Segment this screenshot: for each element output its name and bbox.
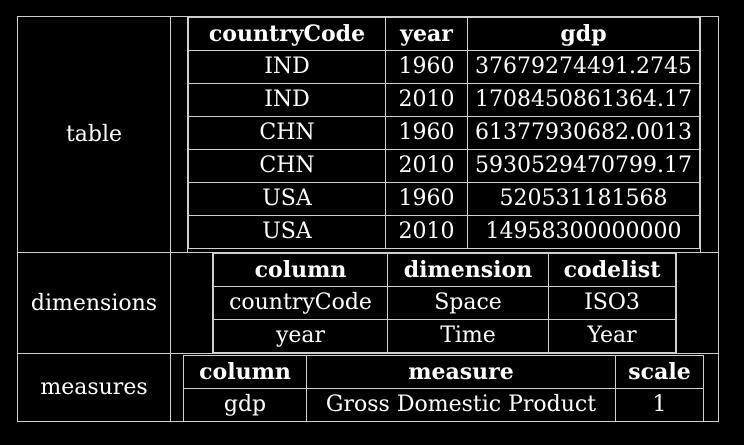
table-cell: 2010 [386, 216, 468, 249]
cell-divider [700, 17, 701, 252]
label-divider [170, 253, 171, 353]
table-cell: USA [189, 216, 386, 249]
table-row [189, 216, 700, 249]
table-cell: CHN [189, 150, 386, 183]
table-cell: 1960 [386, 183, 468, 216]
table-cell: 37679274491.2745 [468, 51, 700, 84]
table-cell: Year [549, 320, 676, 353]
table-row [189, 84, 700, 117]
table-cell: Space [388, 287, 549, 320]
header-cell: year [386, 18, 468, 51]
measures-table [183, 355, 704, 422]
table-header-row [189, 18, 700, 51]
table-cell: 520531181568 [468, 183, 700, 216]
table-cell: countryCode [214, 287, 388, 320]
header-cell: column [214, 254, 388, 287]
table-cell: 1960 [386, 117, 468, 150]
table-row [189, 183, 700, 216]
table-header-row [184, 356, 704, 389]
metadata-outer-table [17, 16, 719, 422]
label-divider [170, 354, 171, 421]
section-label-table: table [65, 122, 123, 147]
header-cell: codelist [549, 254, 676, 287]
table-row [189, 150, 700, 183]
table-cell: 2010 [386, 150, 468, 183]
table-row [189, 51, 700, 84]
table-row [214, 287, 676, 320]
cell-divider [676, 253, 677, 353]
header-cell: scale [616, 356, 704, 389]
table-cell: Time [388, 320, 549, 353]
data-table [188, 17, 700, 249]
table-cell: IND [189, 84, 386, 117]
table-row [184, 389, 704, 422]
table-cell: USA [189, 183, 386, 216]
table-cell: Gross Domestic Product [307, 389, 616, 422]
header-cell: measure [307, 356, 616, 389]
header-cell: dimension [388, 254, 549, 287]
header-cell: column [184, 356, 307, 389]
table-cell: 1 [616, 389, 704, 422]
table-cell: year [214, 320, 388, 353]
table-header-row [214, 254, 676, 287]
table-cell: 14958300000000 [468, 216, 700, 249]
section-label-measures: measures [40, 375, 148, 400]
header-cell: gdp [468, 18, 700, 51]
header-cell: countryCode [189, 18, 386, 51]
table-cell: IND [189, 51, 386, 84]
table-cell: 5930529470799.17 [468, 150, 700, 183]
table-cell: gdp [184, 389, 307, 422]
table-cell: CHN [189, 117, 386, 150]
table-row [214, 320, 676, 353]
table-cell: 1708450861364.17 [468, 84, 700, 117]
table-cell: 61377930682.0013 [468, 117, 700, 150]
table-row [189, 117, 700, 150]
table-cell: 2010 [386, 84, 468, 117]
dimensions-table [213, 253, 676, 353]
label-divider [170, 17, 171, 252]
section-label-dimensions: dimensions [30, 290, 158, 316]
table-cell: ISO3 [549, 287, 676, 320]
table-cell: 1960 [386, 51, 468, 84]
